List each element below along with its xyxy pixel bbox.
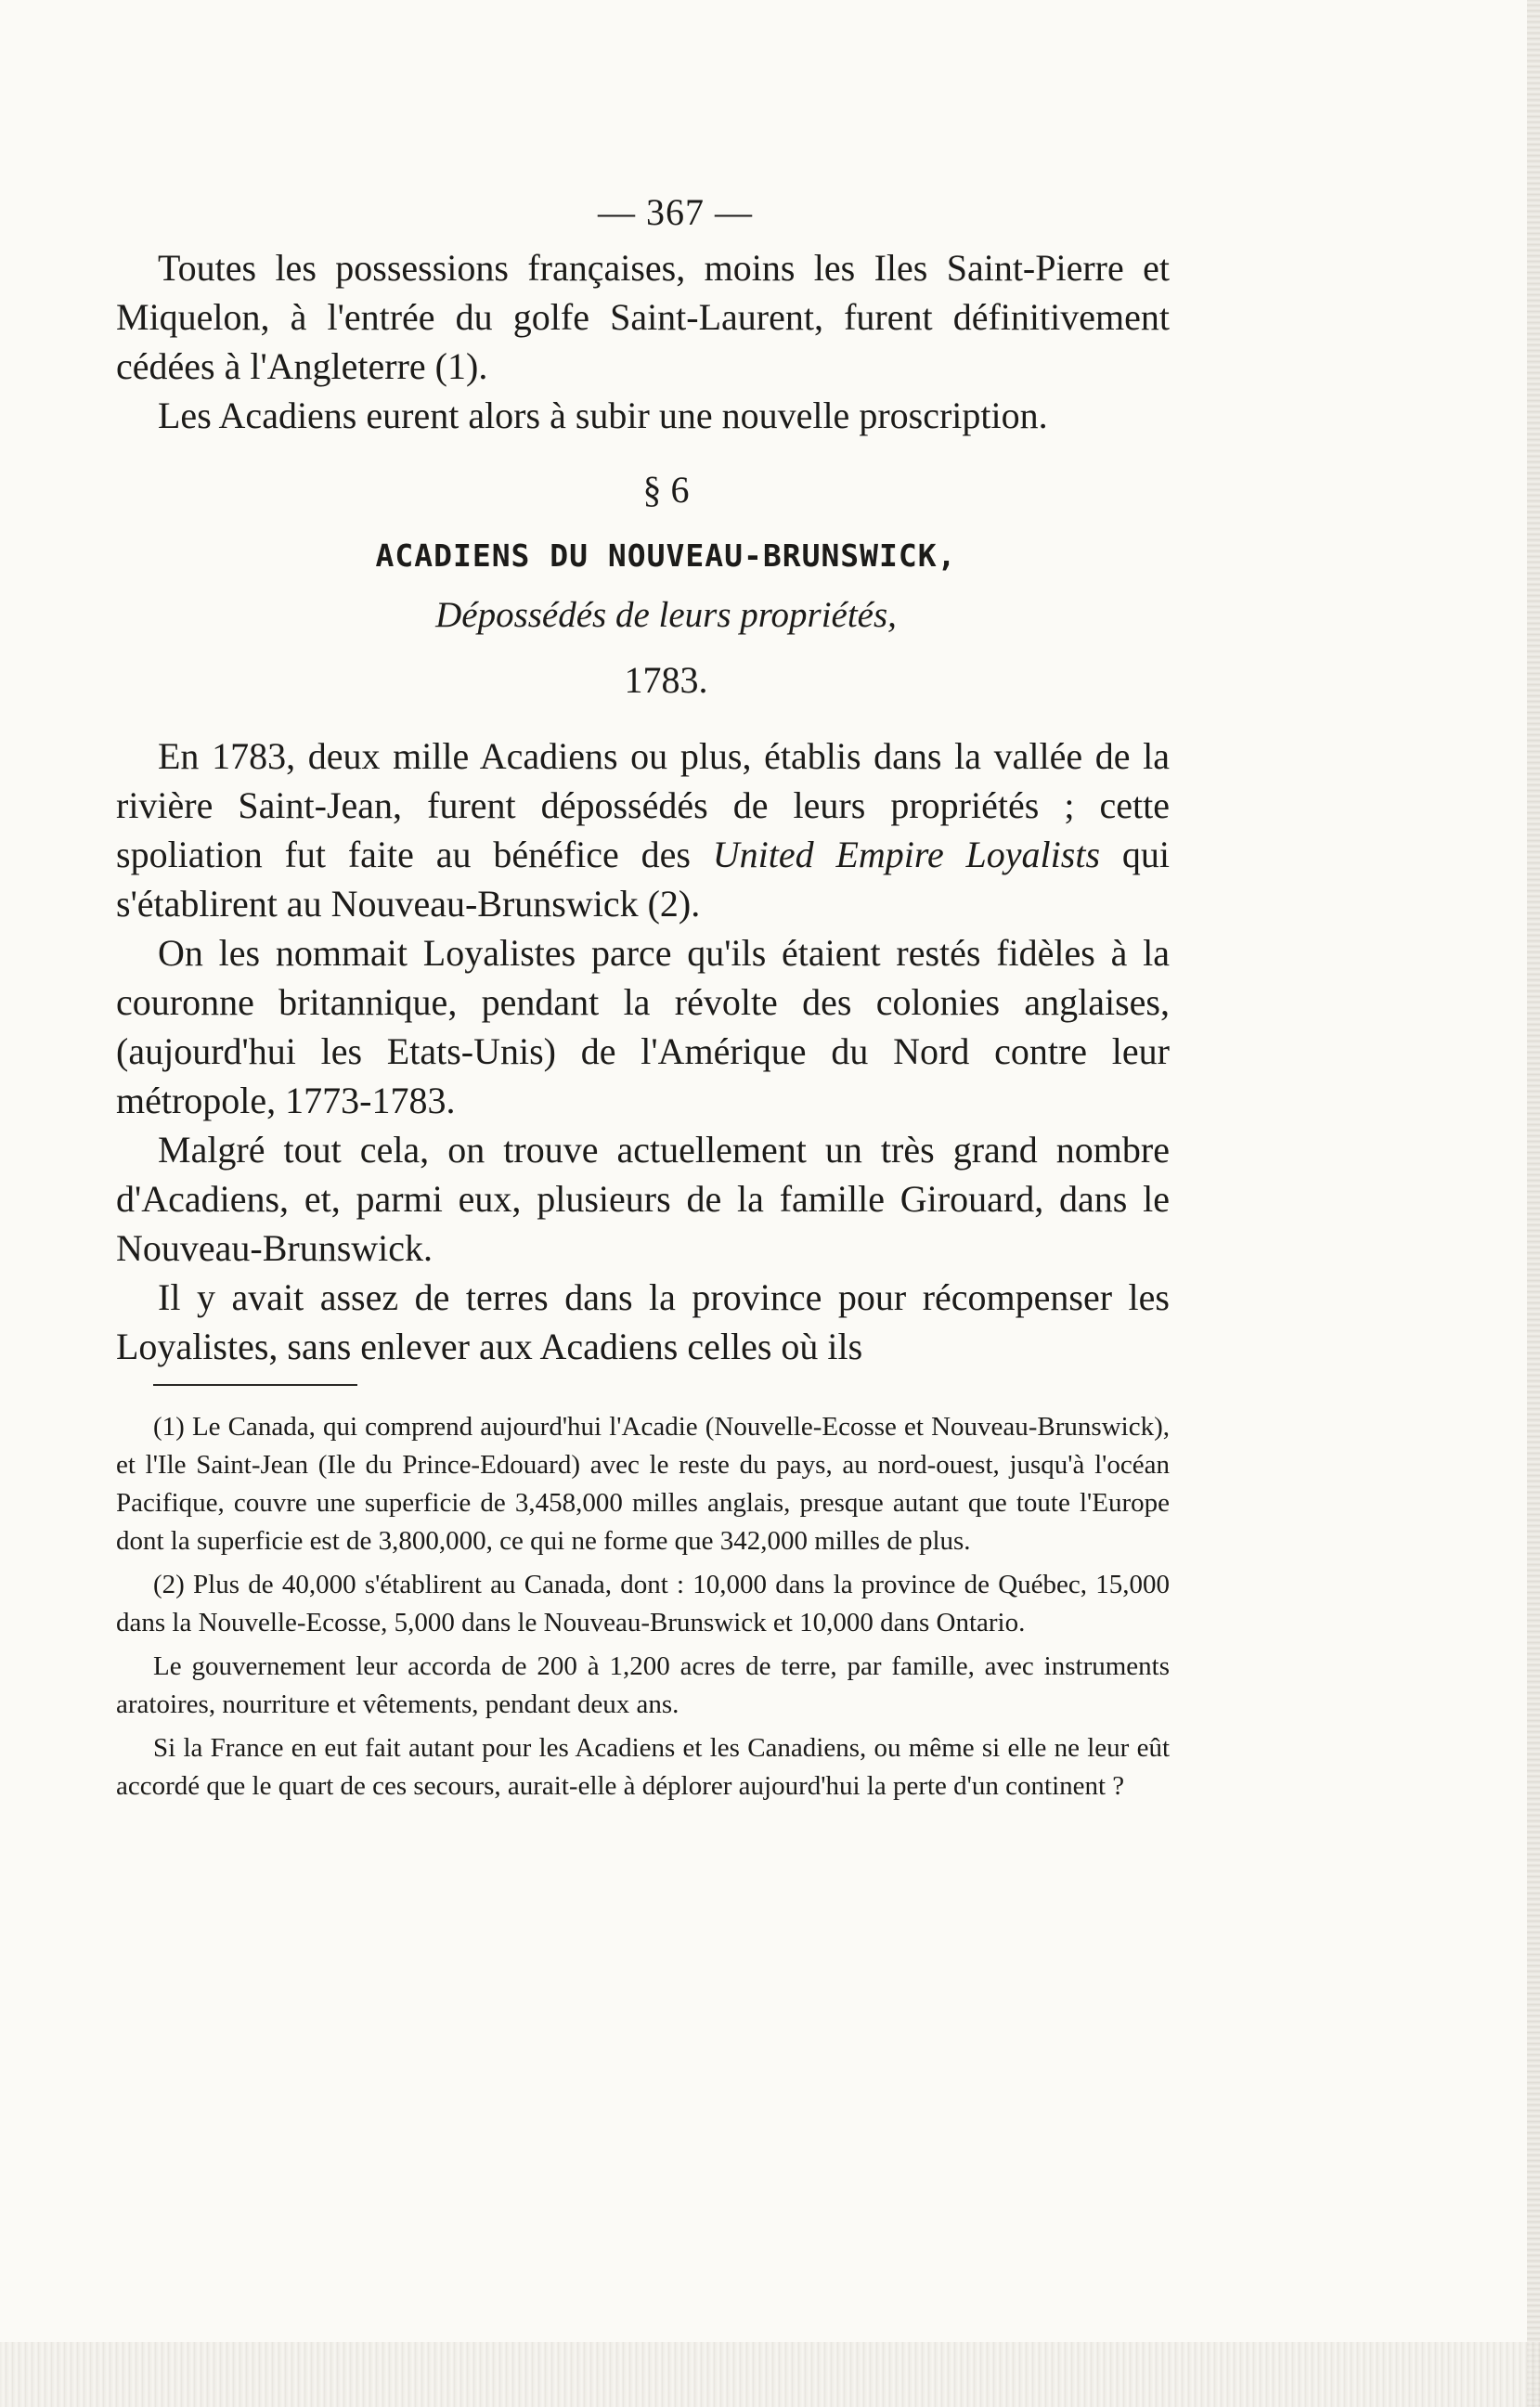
footnote-4: Si la France en eut fait autant pour les Acadiens et les Canadiens, ou même si elle ne leur eût accordé que le quart de ces secours, aurait-elle à déplorer aujourd'hui la perte d'un continent ?: [116, 1733, 1170, 1801]
section-title: ACADIENS DU NOUVEAU-BRUNSWICK,: [375, 537, 957, 574]
intro-paragraph-2: Les Acadiens eurent alors à subir une nouvelle proscription.: [158, 395, 1048, 436]
footnote-2: (2) Plus de 40,000 s'établirent au Canada, dont : 10,000 dans la province de Québec, 15,000 dans la Nouvelle-Ecosse, 5,000 dans le Nouveau-Brunswick et 10,000 dans Ontario.: [116, 1570, 1170, 1637]
section-subtitle: Dépossédés de leurs propriétés,: [435, 595, 897, 635]
book-page: [116, 190, 1170, 1811]
paragraph-1-start: En 1783, deux mille Acadiens ou plus, établis dans la vallée de la rivière Saint-Jean, furent dépossédés de leurs propriétés ; cette spoliation fut faite au bénéfice des: [116, 735, 1170, 875]
paragraph-3: Malgré tout cela, on trouve actuellement un très grand nombre d'Acadiens, et, parmi eux, plusieurs de la famille Girouard, dans le Nouveau-Brunswick.: [116, 1129, 1170, 1269]
footnote-1: (1) Le Canada, qui comprend aujourd'hui l'Acadie (Nouvelle-Ecosse et Nouveau-Brunswick), et l'Ile Saint-Jean (Ile du Prince-Edouard) avec le reste du pays, au nord-ouest, jusqu'à l'océan Pacifique, couvre une superficie de 3,458,000 milles anglais, presque autant que toute l'Europe dont la superficie est de 3,800,000, ce qui ne forme que 342,000 milles de plus.: [116, 1412, 1170, 1556]
paragraph-1-end: qui s'établirent au Nouveau-Brunswick (2).: [116, 834, 1170, 925]
section-mark: § 6: [642, 469, 690, 511]
page-number: — 367 —: [598, 191, 753, 233]
paragraph-2: On les nommait Loyalistes parce qu'ils étaient restés fidèles à la couronne britannique, pendant la révolte des colonies anglaises, (aujourd'hui les Etats-Unis) de l'Amérique du Nord contre leur métropole, 1773-1783.: [116, 932, 1170, 1121]
intro-paragraph-1: Toutes les possessions françaises, moins les Iles Saint-Pierre et Miquelon, à l'entrée du golfe Saint-Laurent, furent définitivement cédées à l'Angleterre (1).: [116, 247, 1170, 387]
scan-edge-right: [1527, 0, 1540, 2407]
footnotes: [116, 1408, 1170, 1805]
body-text: [116, 243, 1170, 1371]
paragraph-1-italic: United Empire Loyalists: [712, 834, 1101, 875]
scan-edge-bottom: [0, 2342, 1540, 2407]
paragraph-1: [116, 731, 1170, 928]
footnote-3: Le gouvernement leur accorda de 200 à 1,200 acres de terre, par famille, avec instruments aratoires, nourriture et vêtements, pendant deux ans.: [116, 1651, 1170, 1719]
footnote-rule: [153, 1384, 357, 1386]
paragraph-4: Il y avait assez de terres dans la province pour récompenser les Loyalistes, sans enlever aux Acadiens celles où ils: [116, 1276, 1170, 1367]
section-year: 1783.: [624, 659, 708, 701]
